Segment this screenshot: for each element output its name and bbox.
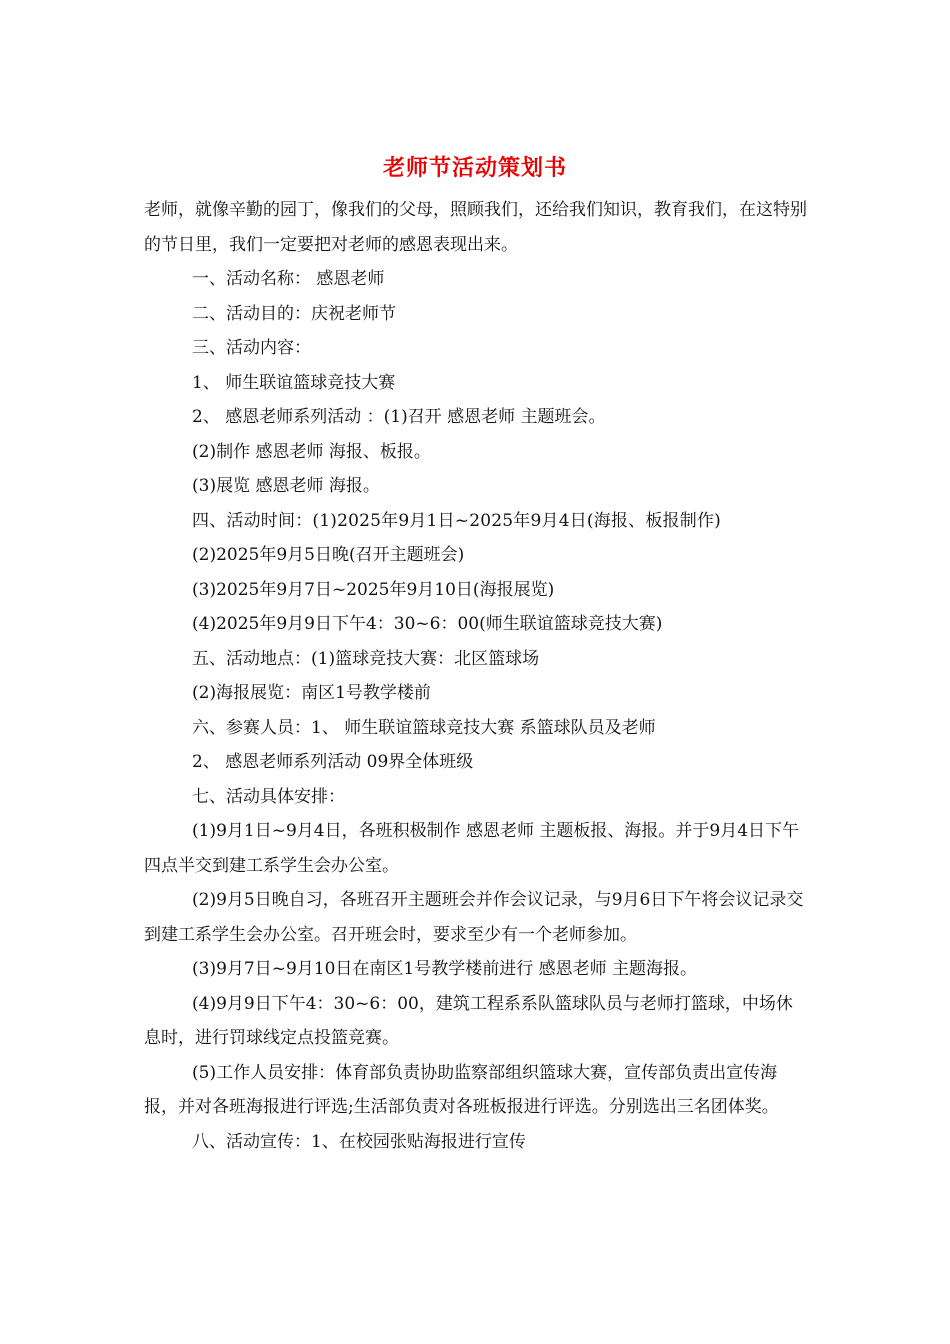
document-body — [144, 193, 808, 1159]
document-title: 老师节活动策划书 — [382, 155, 567, 181]
content-item-2-sub-2: (2)制作 感恩老师 海报、板报。 — [192, 441, 431, 462]
section-publicity: 八、活动宣传：1、在校园张贴海报进行宣传 — [192, 1131, 526, 1152]
location-item-2: (2)海报展览：南区1号教学楼前 — [192, 683, 431, 703]
section-schedule: 七、活动具体安排： — [192, 786, 345, 807]
schedule-item-4: (4)9月9日下午4：30~6：00，建筑工程系系队篮球队员与老师打篮球，中场休息时，进行罚球线定点投篮竞赛。 — [144, 993, 793, 1048]
intro-paragraph: 老师，就像辛勤的园丁，像我们的父母，照顾我们，还给我们知识，教育我们，在这特别的节日里，我们一定要把对老师的感恩表现出来。 — [144, 200, 807, 255]
section-activity-time: 四、活动时间：(1)2025年9月1日~2025年9月4日(海报、板报制作) — [192, 510, 721, 531]
time-item-4: (4)2025年9月9日下午4：30~6：00(师生联谊篮球竞技大赛) — [192, 614, 663, 634]
participants-item-2: 2、 感恩老师系列活动 09界全体班级 — [192, 752, 474, 772]
content-item-2-sub-3: (3)展览 感恩老师 海报。 — [192, 476, 380, 496]
section-activity-location: 五、活动地点：(1)篮球竞技大赛：北区篮球场 — [192, 648, 540, 669]
schedule-item-5: (5)工作人员安排：体育部负责协助监察部组织篮球大赛，宣传部负责出宣传海报，并对各班海报进行评选;生活部负责对各班板报进行评选。分别选出三名团体奖。 — [144, 1062, 779, 1117]
time-item-2: (2)2025年9月5日晚(召开主题班会) — [192, 545, 465, 565]
section-activity-purpose: 二、活动目的：庆祝老师节 — [192, 303, 396, 324]
section-participants: 六、参赛人员：1、 师生联谊篮球竞技大赛 系篮球队员及老师 — [192, 717, 656, 738]
schedule-item-3: (3)9月7日~9月10日在南区1号教学楼前进行 感恩老师 主题海报。 — [192, 959, 698, 979]
time-item-3: (3)2025年9月7日~2025年9月10日(海报展览) — [192, 579, 555, 600]
section-activity-content: 三、活动内容： — [192, 338, 311, 358]
schedule-item-1: (1)9月1日~9月4日，各班积极制作 感恩老师 主题板报、海报。并于9月4日下午四点半交到建工系学生会办公室。 — [144, 821, 800, 876]
schedule-item-2: (2)9月5日晚自习，各班召开主题班会并作会议记录，与9月6日下午将会议记录交到建工系学生会办公室。召开班会时，要求至少有一个老师参加。 — [144, 890, 804, 945]
content-item-2: 2、 感恩老师系列活动 ：(1)召开 感恩老师 主题班会。 — [192, 407, 606, 427]
content-item-1: 1、 师生联谊篮球竞技大赛 — [192, 372, 396, 393]
section-activity-name: 一、活动名称： 感恩老师 — [192, 269, 385, 289]
